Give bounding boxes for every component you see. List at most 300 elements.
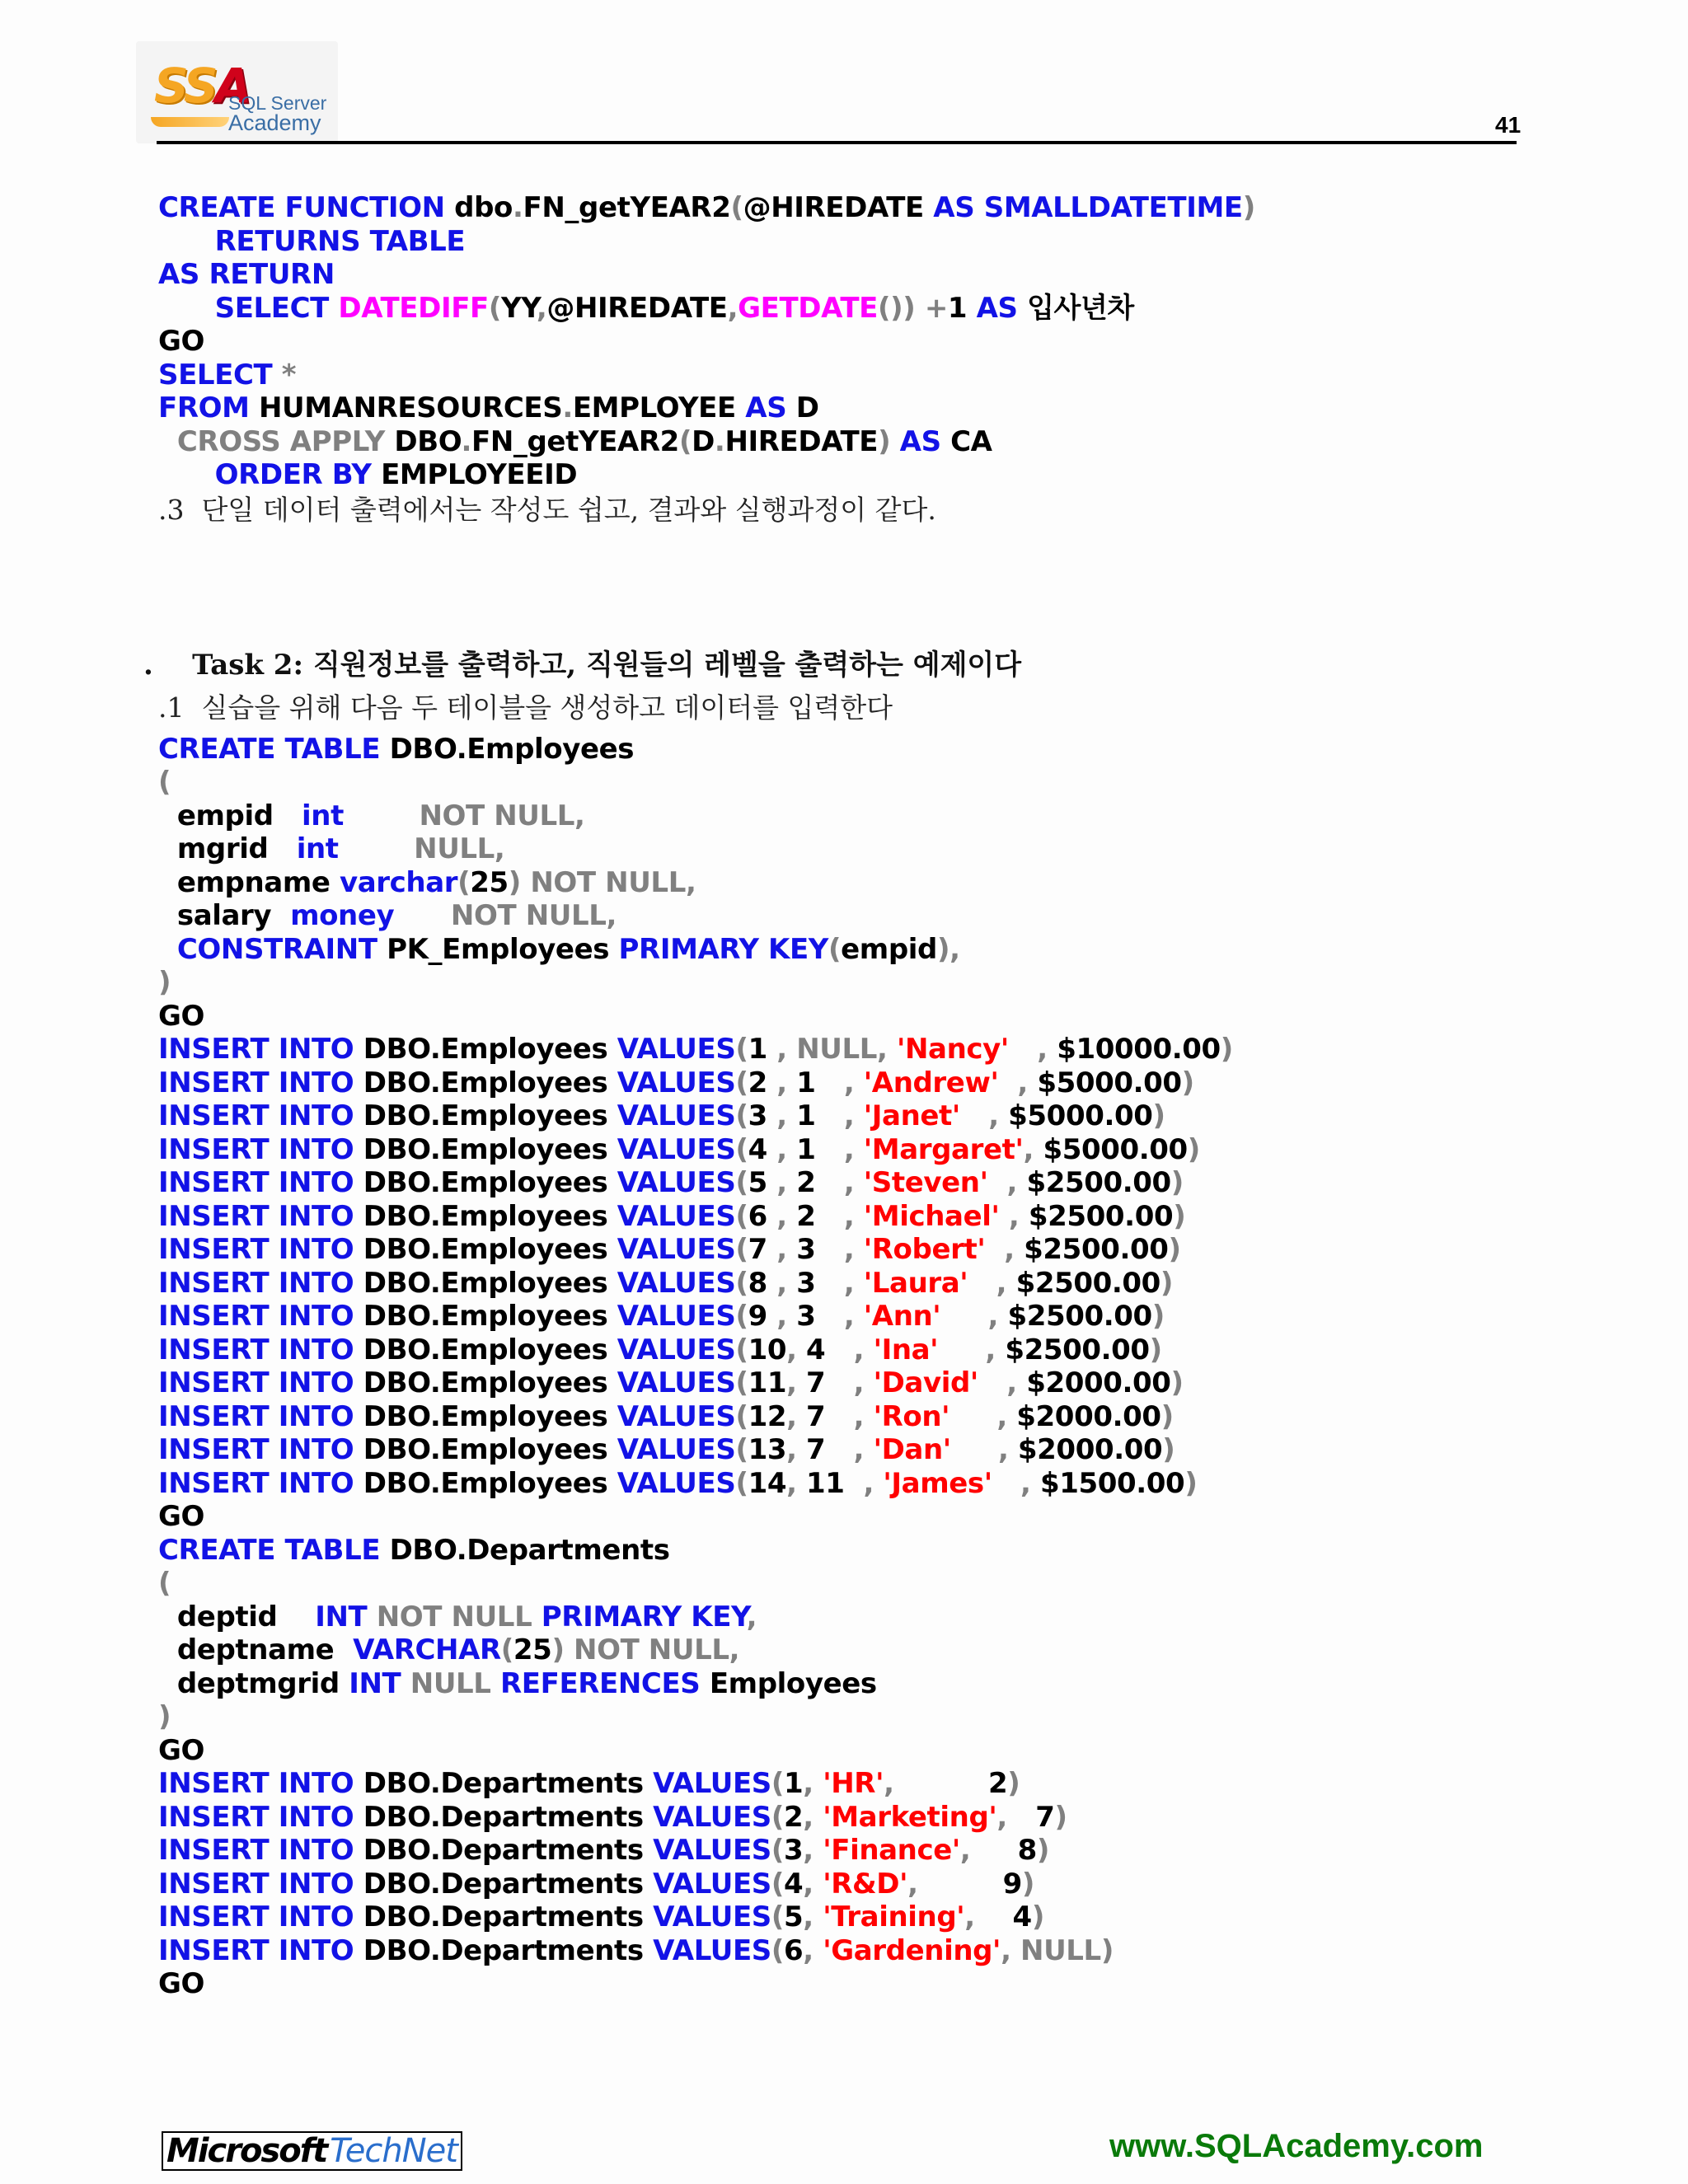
code-line [158,292,1518,326]
code-token: DBO.Employees [363,1099,617,1132]
code-token: ( [678,424,692,458]
code-token: 8 [748,1266,777,1300]
code-token: CA [950,424,992,458]
code-token: , [803,1834,823,1867]
code-token: CREATE TABLE [158,732,390,766]
code-token: DBO.Employees [363,1266,617,1300]
code-token: ) NOT NULL, [508,865,696,899]
code-token: ( [735,1066,748,1099]
code-token: $2500.00 [1005,1333,1150,1366]
code-token: VALUES [617,1233,736,1266]
code-line [158,1767,1518,1801]
code-line [158,1133,1518,1167]
code-token: , [907,1867,1003,1900]
code-token: INSERT INTO [158,1867,363,1900]
code-line [158,1267,1518,1301]
code-token: ) [878,424,900,458]
code-token: INSERT INTO [158,1132,363,1166]
code-token: deptname [158,1633,354,1666]
code-token: $1500.00 [1040,1466,1185,1500]
code-token: 7 [1035,1800,1055,1834]
code-token: 11 [748,1366,787,1399]
code-token: 입사년차 [1027,291,1134,325]
code-token: NOT NULL, [419,799,585,832]
code-token: DBO.Employees [363,1033,617,1066]
code-token: empid [158,799,302,832]
code-token: ( [771,1800,785,1834]
code-token: 10 [748,1333,787,1366]
code-token: , [968,1266,1016,1300]
code-line [158,1934,1518,1968]
code-token: 'Gardening' [823,1933,1001,1967]
microsoft-technet-logo [162,2131,462,2171]
code-token: int [296,832,415,865]
code-token: INSERT INTO [158,1099,363,1132]
code-token: AS [899,424,951,458]
site-url-link[interactable]: www.SQLAcademy.com [1109,2128,1484,2164]
code-token: SELECT [158,358,282,391]
code-token: DATEDIFF [338,291,489,325]
code-token: 3 [796,1266,844,1300]
code-token: VALUES [617,1066,736,1099]
code-token: INSERT INTO [158,1399,363,1433]
code-token: , [803,1933,823,1967]
page-content [143,191,1518,2001]
code-token: $2500.00 [1007,1300,1152,1333]
code-token: , [746,1600,757,1633]
code-token: ( [735,1333,748,1366]
code-token: DBO.Employees [363,1233,617,1266]
code-token: 4 [806,1333,854,1366]
code-line [158,359,1518,392]
code-token: INSERT INTO [158,1834,363,1867]
code-token: ) [1184,1466,1198,1500]
code-token: ) [1152,1099,1165,1132]
code-token: 1 [784,1767,804,1800]
code-line [158,1734,1518,1768]
code-token: mgrid [158,832,297,865]
code-token: 5 [748,1166,777,1199]
code-token: 12 [748,1399,787,1433]
code-token: ) [1054,1800,1067,1834]
code-line [158,1233,1518,1267]
code-token: , [776,1300,797,1333]
code-token: , [985,1233,1025,1266]
code-token: , [786,1433,807,1466]
code-token: ) NOT NULL, [551,1633,740,1666]
code-line [158,191,1518,225]
code-token: NOT NULL [376,1600,542,1633]
code-token: empid [841,932,937,966]
code-token: , [843,1066,864,1099]
code-token: , [964,1900,1013,1933]
code-token: VALUES [617,1199,736,1233]
code-token: 'Nancy' [896,1033,1009,1066]
code-token: DBO.Employees [363,1166,617,1199]
code-token: 25 [513,1633,552,1666]
code-token: ( [457,865,471,899]
code-token: ) [1181,1066,1194,1099]
code-token: ) [1187,1132,1200,1166]
code-line [158,933,1518,967]
code-token: NULL [410,1666,501,1700]
header-rule [157,141,1517,144]
code-token: , [843,1300,864,1333]
code-token: ( [735,1399,748,1433]
code-token: DBO [394,424,462,458]
code-token: 1 [947,291,977,325]
code-token: INSERT INTO [158,1466,363,1500]
code-token: DBO.Departments [389,1533,670,1567]
code-token: INSERT INTO [158,1266,363,1300]
code-token: 7 [748,1233,777,1266]
code-token: ) [1173,1199,1186,1233]
code-token: , [786,1333,807,1366]
code-token: ( [735,1266,748,1300]
code-token: HUMANRESOURCES [258,391,563,424]
code-token: ) [158,1700,171,1733]
code-token: 'Robert' [863,1233,986,1266]
code-token: INSERT INTO [158,1767,363,1800]
code-token: , [776,1233,797,1266]
logo-text-line1: SQL Server [228,92,327,114]
code-token: DBO.Employees [363,1366,617,1399]
code-token: DBO.Employees [389,732,635,766]
code-token: GETDATE [738,291,878,325]
code-token: ) [1031,1900,1044,1933]
code-line [158,1534,1518,1568]
code-token: 'Janet' [863,1099,960,1132]
code-token: , [786,1466,807,1500]
code-line [158,391,1518,425]
code-token: 4 [1012,1900,1032,1933]
code-token: , [996,1800,1036,1834]
code-token: ( [735,1166,748,1199]
code-token: NOT NULL, [450,899,617,932]
code-token: 7 [806,1366,854,1399]
code-token: , [776,1166,797,1199]
code-token: INSERT INTO [158,1333,363,1366]
code-token: 9 [1002,1867,1022,1900]
code-token: 1 [748,1033,777,1066]
code-token: 3 [796,1300,844,1333]
code-token: money [290,899,451,932]
code-token: 'Training' [823,1900,965,1933]
code-token: deptid [158,1600,316,1633]
code-line [158,1366,1518,1400]
code-token: ( [735,1300,748,1333]
code-token: EMPLOYEEID [381,458,578,491]
code-token: REFERENCES [500,1666,710,1700]
code-token: 'James' [883,1466,992,1500]
code-token: . [714,424,725,458]
code-token: ) [1021,1867,1034,1900]
code-token: . [513,191,523,224]
code-token: VALUES [617,1466,736,1500]
code-token: VALUES [653,1800,771,1834]
code-token: 'Ann' [863,1300,941,1333]
code-token: , [940,1300,1008,1333]
code-token: 'Laura' [863,1266,968,1300]
code-token: 9 [748,1300,777,1333]
code-token: $10000.00 [1057,1033,1221,1066]
code-token: , [1008,1033,1057,1066]
code-token: INSERT INTO [158,1800,363,1834]
code-line [158,866,1518,900]
code-token: , [950,1433,1018,1466]
code-token: $2500.00 [1028,1199,1174,1233]
code-token: , [992,1466,1040,1500]
code-token: 2 [748,1066,777,1099]
code-token: 25 [470,865,509,899]
code-token: , [959,1834,1018,1867]
code-token: VALUES [617,1033,736,1066]
code-token: AS SMALLDATETIME [933,191,1243,224]
code-token: NULL, [414,832,505,865]
code-token: ) [1151,1300,1165,1333]
code-token: PK_Employees [387,932,619,966]
code-token: 4 [748,1132,777,1166]
code-line [158,1801,1518,1835]
code-token: VALUES [617,1333,736,1366]
code-token: INSERT INTO [158,1166,363,1199]
code-token: DBO.Employees [363,1300,617,1333]
code-token: , [843,1166,864,1199]
code-token: ( [771,1834,785,1867]
code-token: ( [771,1900,785,1933]
code-line [158,1700,1518,1734]
code-token: RETURNS TABLE [158,224,466,258]
code-token: ( [735,1433,748,1466]
code-token: , [978,1366,1027,1399]
code-token: INT [315,1600,377,1633]
code-token: DBO.Employees [363,1066,617,1099]
code-token: 14 [748,1466,787,1500]
code-token: , [843,1199,864,1233]
code-token: VALUES [617,1266,736,1300]
code-token: ( [735,1466,748,1500]
logo-mark: SSA [154,58,249,114]
code-token: CREATE TABLE [158,1533,390,1567]
code-token: INSERT INTO [158,1033,363,1066]
code-token: INT [349,1666,410,1700]
code-token: AS [976,291,1028,325]
code-line [158,1166,1518,1200]
code-line [158,899,1518,933]
code-token: VALUES [617,1399,736,1433]
code-token: VALUES [617,1166,736,1199]
code-token: , [843,1266,864,1300]
code-token: VALUES [653,1867,771,1900]
code-token: GO [158,1967,205,2000]
code-token: , [803,1800,823,1834]
code-token: ) [1168,1233,1181,1266]
code-line [158,425,1518,459]
code-token: 'Marketing' [823,1800,997,1834]
code-line [158,1333,1518,1367]
code-token: , [843,1132,864,1166]
code-token: ( [500,1633,513,1666]
code-token: VALUES [653,1767,771,1800]
code-token: 'Dan' [873,1433,951,1466]
code-token: 3 [796,1233,844,1266]
code-token: ) [1170,1166,1184,1199]
code-token: , [803,1900,823,1933]
code-token: int [302,799,420,832]
code-token: ) [1007,1767,1020,1800]
code-token: ( [828,932,842,966]
code-token: GO [158,999,205,1033]
code-line [158,1900,1518,1934]
code-line [158,1066,1518,1100]
code-token: VALUES [617,1132,736,1166]
code-token: @HIREDATE [546,291,728,325]
code-token: $2500.00 [1024,1233,1169,1266]
logo-swoosh [151,117,229,127]
code-token: , [853,1399,874,1433]
code-token: VALUES [653,1900,771,1933]
code-line [158,1300,1518,1333]
code-token: 'Steven' [863,1166,988,1199]
code-token: $2000.00 [1016,1399,1161,1433]
code-token: INSERT INTO [158,1433,363,1466]
code-token: , [843,1099,864,1132]
code-line [158,225,1518,259]
code-token: , [863,1466,884,1500]
code-token: 2 [796,1166,844,1199]
code-token: 'Ina' [873,1333,939,1366]
code-line [158,1000,1518,1033]
code-token: ) [1242,191,1255,224]
code-token: @HIREDATE [743,191,934,224]
code-block-tables [158,733,1518,2001]
code-token: D [692,424,715,458]
code-token: , [987,1166,1027,1199]
code-token: 1 [796,1132,844,1166]
code-token: FROM [158,391,259,424]
code-token: VALUES [653,1933,771,1967]
code-token: PRIMARY KEY [618,932,828,966]
code-token: 7 [806,1399,854,1433]
microsoft-word: Microsoft [166,2132,327,2170]
code-token: $5000.00 [1037,1066,1182,1099]
code-token: , [776,1199,797,1233]
code-line [158,733,1518,766]
code-token: 1 [796,1099,844,1132]
code-line [158,966,1518,1000]
code-line [158,258,1518,292]
code-token: 13 [748,1433,787,1466]
code-token: DBO.Departments [363,1933,654,1967]
code-token: DBO.Employees [363,1466,617,1500]
code-token: 'Michael' [863,1199,1000,1233]
code-token: 'Finance' [823,1834,960,1867]
code-token: AS [745,391,796,424]
code-token: HIREDATE [724,424,879,458]
code-token: , [803,1767,823,1800]
code-token: D [795,391,819,424]
code-token: INSERT INTO [158,1933,363,1967]
code-token: ( [730,191,743,224]
code-line [158,766,1518,799]
code-token: 2 [784,1800,804,1834]
code-token: , [950,1399,1017,1433]
code-token: CREATE FUNCTION [158,191,455,224]
code-token: INSERT INTO [158,1366,363,1399]
code-token: ( [735,1233,748,1266]
code-line [158,1567,1518,1601]
code-token: , [938,1333,1006,1366]
code-token: 11 [806,1466,864,1500]
code-token: ()) + [877,291,948,325]
code-token: 2 [796,1199,844,1233]
code-line [158,832,1518,866]
code-token: FN_getYEAR2 [471,424,679,458]
code-token: ( [735,1033,748,1066]
code-token: ) [1036,1834,1050,1867]
code-token: DBO.Employees [363,1199,617,1233]
code-token: ) [158,966,171,999]
code-token: VALUES [617,1366,736,1399]
code-token: INSERT INTO [158,1900,363,1933]
code-line [158,799,1518,833]
code-token: 1 [796,1066,844,1099]
code-token: ( [735,1199,748,1233]
code-token: 6 [748,1199,777,1233]
code-token: GO [158,325,205,358]
code-token: VARCHAR [353,1633,501,1666]
code-token: 6 [784,1933,804,1967]
code-token: GO [158,1500,205,1533]
code-token: DBO.Employees [363,1333,617,1366]
code-token: 2 [987,1767,1008,1800]
code-token: VALUES [617,1300,736,1333]
code-token: VALUES [617,1433,736,1466]
code-token: , [536,291,547,325]
code-token: $2500.00 [1026,1166,1171,1199]
code-token: ( [771,1933,785,1967]
code-token: . [461,424,472,458]
code-token: , NULL) [1001,1933,1114,1967]
code-token: EMPLOYEE [572,391,746,424]
code-token: INSERT INTO [158,1066,363,1099]
code-token: 'R&D' [823,1867,908,1900]
code-token: , [803,1867,823,1900]
code-token: AS RETURN [158,258,335,291]
code-token: 'Andrew' [863,1066,999,1099]
code-token: , [1023,1132,1043,1166]
code-token: varchar [339,865,458,899]
code-token: , [959,1099,1009,1132]
code-token: ( [771,1767,785,1800]
code-token: PRIMARY KEY [541,1600,747,1633]
code-token: , [776,1266,797,1300]
code-line [158,325,1518,359]
code-token: , [786,1366,807,1399]
code-token: DBO.Employees [363,1433,617,1466]
code-token: GO [158,1733,205,1767]
code-token: ) [1170,1366,1184,1399]
code-token: dbo [454,191,513,224]
code-token: , [884,1767,988,1800]
code-token: VALUES [617,1099,736,1132]
code-token: DBO.Departments [363,1767,654,1800]
code-token: ( [488,291,502,325]
code-token: $2000.00 [1026,1366,1171,1399]
code-token: DBO.Departments [363,1834,654,1867]
code-token: deptmgrid [158,1666,349,1700]
code-line [158,1868,1518,1901]
